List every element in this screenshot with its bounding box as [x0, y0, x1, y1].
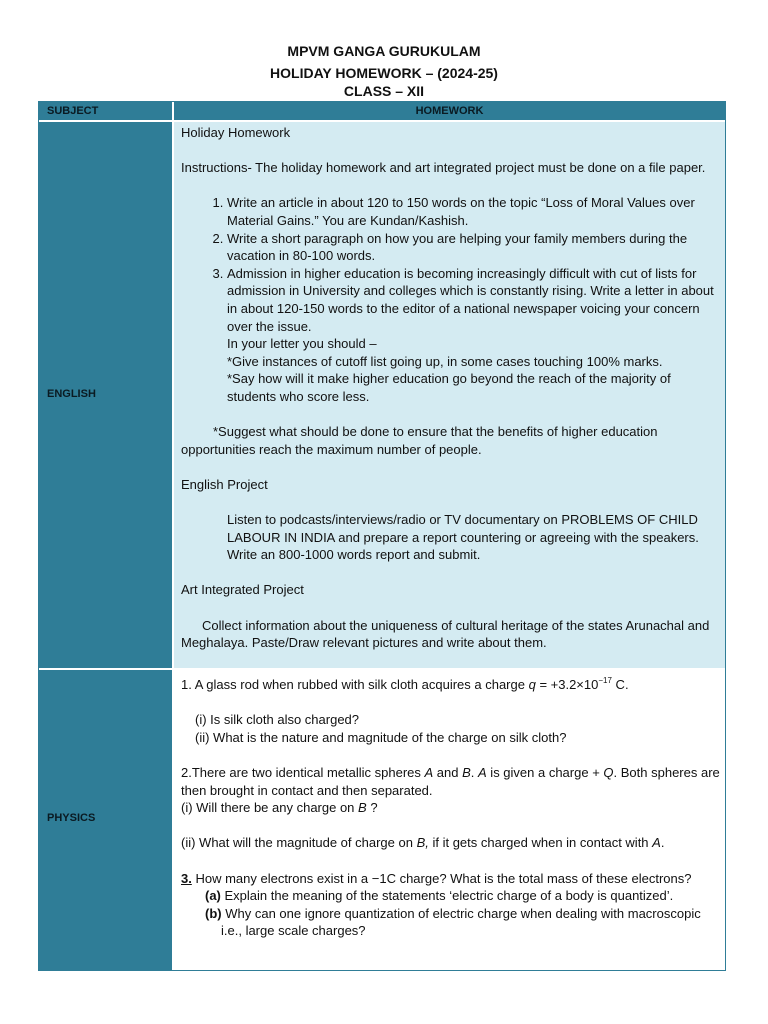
homework-table	[38, 101, 726, 971]
subject-column-header: SUBJECT	[39, 102, 174, 120]
letter-point-2: *Say how will it make higher education go beyond the reach of the majority of students who score less.	[227, 371, 671, 404]
physics-question-2-i: (i) Will there be any charge on B ?	[181, 800, 378, 816]
art-project-text: Collect information about the uniqueness of cultural heritage of the states Arunachal and Meghalaya. Paste/Draw relevant pictures and write about them.	[181, 617, 710, 651]
english-heading: Holiday Homework	[181, 125, 291, 140]
english-task-list	[181, 194, 721, 335]
homework-column-header: HOMEWORK	[174, 102, 725, 120]
letter-point-1: *Give instances of cutoff list going up, in some cases touching 100% marks.	[227, 353, 663, 369]
letter-intro: In your letter you should –	[227, 336, 377, 352]
class-label: CLASS – XII	[343, 83, 425, 99]
english-task-3: 3. Admission in higher education is becoming increasingly difficult with cut of lists for admission in University and colleges which is constantly rising. Write a letter in about in about 120-150 words to the editor of a national newspaper voicing your concern over the issue.	[227, 265, 721, 335]
english-label: ENGLISH	[47, 388, 96, 400]
letter-suggest: *Suggest what should be done to ensure that the benefits of higher education opportunities reach the maximum number of people.	[181, 424, 658, 457]
physics-homework-cell	[174, 670, 725, 970]
physics-question-3-b: (b) Why can one ignore quantization of electric charge when dealing with macroscopic i.e., large scale charges?	[205, 905, 701, 939]
english-task-1: 1. Write an article in about 120 to 150 words on the topic “Loss of Moral Values over Material Gains.” You are Kundan/Kashish.	[227, 194, 721, 229]
physics-question-2-ii: (ii) What will the magnitude of charge on B, if it gets charged when in contact with A.	[181, 835, 665, 851]
school-name: MPVM GANGA GURUKULAM	[287, 43, 481, 59]
physics-label: PHYSICS	[47, 812, 96, 824]
physics-question-1: 1. A glass rod when rubbed with silk cloth acquires a charge $q = +3.2\times 10^{-17}$ C.	[181, 676, 629, 692]
physics-question-2: 2.There are two identical metallic spheres A and B. A is given a charge + Q. Both spheres are then brought in contact and then separated.	[181, 764, 720, 798]
physics-question-3: 3. How many electrons exist in a −1C charge? What is the total mass of these electrons?	[181, 870, 692, 886]
physics-question-3-a: (a) Explain the meaning of the statements ‘electric charge of a body is quantized’.	[205, 888, 674, 904]
english-task-2: 2. Write a short paragraph on how you are helping your family members during the vacation in 80-100 words.	[227, 230, 721, 265]
english-subject-cell	[39, 122, 174, 668]
physics-question-1-i: (i) Is silk cloth also charged?	[195, 712, 360, 728]
art-project-heading: Art Integrated Project	[181, 582, 304, 598]
english-project-heading: English Project	[181, 476, 268, 492]
english-project-text: Listen to podcasts/interviews/radio or TV documentary on PROBLEMS OF CHILD LABOUR IN INDIA and prepare a report countering or agreeing with the speakers. Write an 800-1000 words report and submit.	[227, 512, 699, 563]
document-title: HOLIDAY HOMEWORK – (2024-25)	[270, 65, 498, 81]
english-homework-cell	[174, 122, 725, 668]
physics-subject-cell	[39, 670, 174, 970]
english-instructions: Instructions- The holiday homework and art integrated project must be done on a file paper.	[181, 160, 706, 176]
physics-question-1-ii: (ii) What is the nature and magnitude of the charge on silk cloth?	[195, 729, 567, 745]
